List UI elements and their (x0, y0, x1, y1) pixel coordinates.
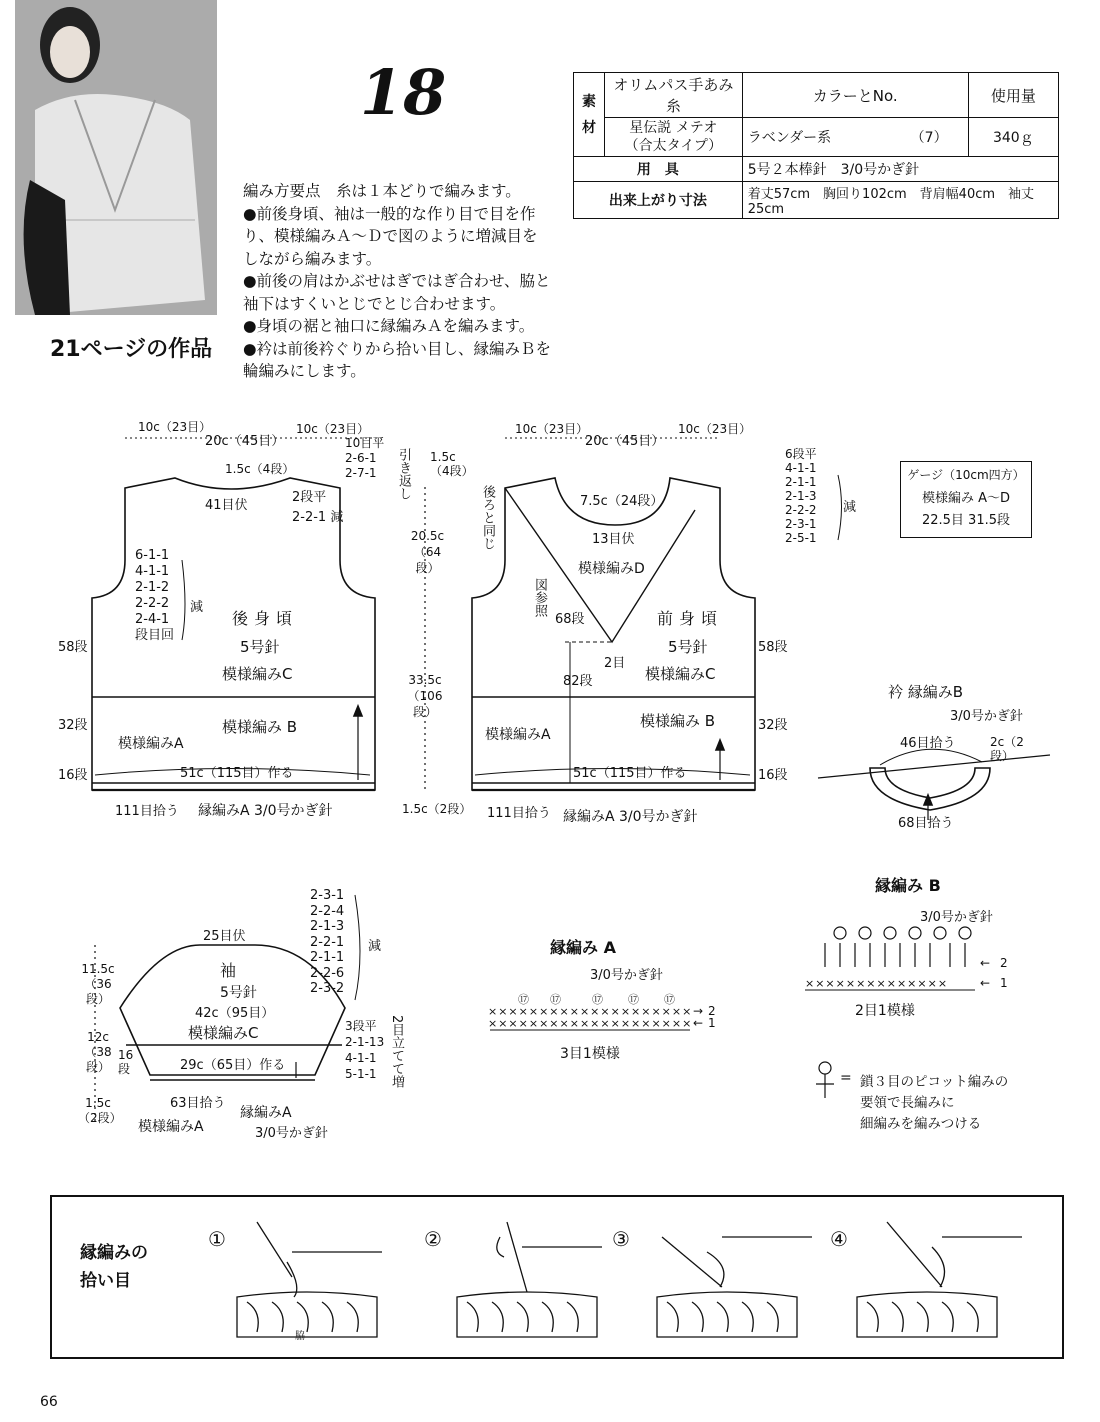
edge-a-title: 縁編み A (550, 938, 616, 957)
notes-line: ●身頃の裾と袖口に縁編みＡを編みます。 (243, 317, 535, 335)
step-4: ④ (830, 1227, 848, 1251)
yarn-name: 星伝説 メテオ （合太タイプ） (605, 118, 743, 157)
back-rows-16: 16段 (58, 768, 88, 783)
tools-label: 用 具 (574, 157, 743, 182)
front-rows-58: 58段 (758, 640, 788, 655)
sleeve-pattern-a: 模様編みA (138, 1119, 204, 1135)
back-bind-off: 41目伏 (205, 498, 248, 513)
svg-text:××××××××××××××××××××: ×××××××××××××××××××× (488, 1005, 693, 1018)
front-neck: 7.5c（24段） (580, 494, 664, 509)
gauge-value: 22.5目 31.5段 (921, 513, 1011, 528)
material-label: 素 材 (574, 73, 605, 157)
back-bodice-title: 後身頃 (232, 609, 299, 628)
front-two-stitches: 2目 (604, 656, 626, 671)
side-edge-dim: 1.5c（2段） (402, 802, 472, 816)
side-top-dim: 1.5c（4段） (430, 450, 474, 478)
front-top-left-dim: 10c（23目） (515, 422, 589, 436)
sleeve-height-3: 1.5c（2段） (78, 1096, 122, 1125)
edge-b-legend: 鎖３目のピコット編みの 要領で長編みに 細編みを編みつける (860, 1074, 1009, 1132)
step-3: ③ (612, 1227, 630, 1251)
back-top-right-dim: 10c（23目） (296, 422, 370, 436)
sleeve-width: 42c（95目） (195, 1006, 275, 1021)
pattern-number: 18 (360, 56, 447, 129)
side-armhole-dim: 20.5c（64段） (410, 529, 445, 575)
front-bodice-title: 前身頃 (657, 609, 724, 628)
back-rows-58: 58段 (58, 640, 88, 655)
edge-a-row1: 1 (708, 1016, 716, 1030)
sleeve-increase: 3段平 2-1-13 4-1-1 5-1-1 (345, 1019, 385, 1081)
sleeve-title: 袖 (220, 961, 237, 980)
yarn-header: オリムパス手あみ糸 (605, 73, 743, 118)
front-neck-decrease: 6段平 4-1-1 2-1-1 2-1-3 2-2-2 2-3-1 2-5-1 (785, 447, 817, 545)
front-top-center-dim: 20c（45目） (585, 434, 665, 449)
edge-b-title: 縁編み B (875, 876, 941, 895)
equals-sign: = (840, 1070, 852, 1086)
svg-text:⑰: ⑰ (664, 993, 675, 1006)
collar-height: 2c（2段） (990, 735, 1024, 763)
notes-line: ●前後身頃、袖は一般的な作り目で目を作 (243, 204, 536, 223)
front-pattern-c: 模様編みC (645, 665, 716, 683)
sleeve-increase-label: 2目立てて増 (389, 1015, 404, 1089)
color-header: カラーとNo. (742, 73, 968, 118)
amount-header: 使用量 (968, 73, 1058, 118)
sleeve-cast-on: 29c（65目）作る (180, 1058, 286, 1073)
pickup-instructions-box (50, 1195, 1064, 1359)
sleeve-rows-16: 16段 (118, 1048, 134, 1076)
notes-line: 輪編みにします。 (243, 362, 366, 380)
front-top-right-dim: 10c（23目） (678, 422, 752, 436)
back-top-center-dim: 20c（45目） (205, 434, 285, 449)
notes-line: ●衿は前後衿ぐりから拾い目し、縁編みＢを (243, 339, 552, 358)
gauge-box (900, 461, 1032, 538)
front-rows-68: 68段 (555, 612, 585, 627)
front-bind-off: 13目伏 (592, 532, 635, 547)
page-number: 66 (40, 1394, 58, 1410)
back-pickup: 111目拾う (115, 804, 179, 819)
back-shoulder-shaping: 10目平 2-6-1 2-7-1 (345, 436, 385, 480)
gauge-title: ゲージ（10cm四方） (907, 468, 1025, 482)
svg-text:→: → (693, 1004, 704, 1018)
color-number: （7） (891, 118, 969, 157)
sleeve-needle: 5号針 (220, 985, 257, 1001)
edge-b-row2: 2 (1000, 956, 1008, 970)
back-top-left-dim: 10c（23目） (138, 420, 212, 434)
edge-a-hook: 3/0号かぎ針 (590, 968, 663, 983)
notes-line: ●前後の肩はかぶせはぎではぎ合わせ、脇と (243, 272, 551, 290)
gauge-pattern: 模様編み A～D (921, 491, 1011, 506)
front-cast-on: 51c（115目）作る (573, 766, 687, 781)
short-row-label: 引き返し (396, 448, 411, 500)
sleeve-height-2: 12c（38段） (84, 1030, 112, 1074)
back-cast-on: 51c（115目）作る (180, 766, 294, 781)
notes-line: 編み方要点 糸は１本どりで編みます。 (243, 182, 521, 200)
page-reference-caption: 21ページの作品 (50, 337, 213, 362)
back-edging: 縁編みA 3/0号かぎ針 (198, 803, 333, 819)
collar-hook: 3/0号かぎ針 (950, 709, 1023, 724)
back-neck-decrease: 2段平 2-2-1 減 (292, 490, 344, 525)
front-rows-32: 32段 (758, 718, 788, 733)
svg-text:⑰: ⑰ (550, 993, 561, 1006)
step-2: ② (424, 1227, 442, 1251)
front-decrease-label: 減 (843, 500, 857, 515)
svg-text:××××××××××××××: ×××××××××××××× (805, 977, 949, 990)
svg-text:⑰: ⑰ (628, 993, 639, 1006)
edge-b-hook: 3/0号かぎ針 (920, 910, 993, 925)
svg-text:←: ← (693, 1016, 704, 1030)
svg-text:←: ← (980, 976, 991, 990)
amount-value: 340ｇ (968, 118, 1058, 157)
front-pattern-b: 模様編み B (640, 712, 716, 730)
size-label: 出来上がり寸法 (574, 182, 743, 219)
front-see-chart: 図参照 (532, 578, 547, 617)
notes-line: り、模様編みＡ～Ｄで図のように増減目を (243, 227, 538, 245)
back-needle: 5号針 (240, 638, 280, 656)
pickup-box-title: 縁編みの 拾い目 (80, 1243, 148, 1291)
picot-symbol-icon (808, 1060, 843, 1100)
color-name: ラベンダー系 (742, 118, 890, 157)
back-pattern-b: 模様編み B (222, 718, 298, 736)
sleeve-pickup: 63目拾う (170, 1096, 226, 1111)
front-pickup: 111目拾う (487, 806, 551, 821)
edge-b-row1: 1 (1000, 976, 1008, 990)
sleeve-cap-decrease: 2-3-1 2-2-4 2-1-3 2-2-1 2-1-1 2-2-6 2-3-2 (310, 888, 345, 996)
back-neck-depth: 1.5c（4段） (225, 462, 295, 476)
front-pattern-d: 模様編みD (578, 561, 645, 577)
edge-a-row2: 2 (708, 1004, 716, 1018)
svg-text:←: ← (980, 956, 991, 970)
collar-title: 衿 縁編みB (888, 683, 964, 701)
sleeve-hook: 3/0号かぎ針 (255, 1126, 328, 1141)
back-pattern-c: 模様編みC (222, 665, 293, 683)
edge-b-chart (800, 925, 1030, 995)
front-edging: 縁編みA 3/0号かぎ針 (563, 809, 698, 825)
svg-text:⑰: ⑰ (592, 993, 603, 1006)
sleeve-height-1: 11.5c（36段） (81, 962, 115, 1006)
back-pattern-a: 模様編みA (118, 736, 184, 752)
size-value: 着丈57cm 胸回り102cm 背肩幅40cm 袖丈25cm (742, 182, 1058, 219)
front-rows-82: 82段 (563, 674, 593, 689)
back-decrease-label: 減 (190, 600, 204, 615)
edge-b-repeat: 2目1模様 (855, 1003, 915, 1019)
front-needle: 5号針 (668, 638, 708, 656)
edge-a-chart (488, 985, 718, 1030)
front-pattern-a: 模様編みA (485, 727, 551, 743)
sleeve-bind-off: 25目伏 (203, 929, 246, 944)
front-rows-16: 16段 (758, 768, 788, 783)
sleeve-edging: 縁編みA (240, 1105, 292, 1121)
sleeve-decrease-label: 減 (368, 939, 382, 954)
front-same-as-back: 後ろと同じ (480, 485, 495, 550)
back-rows-32: 32段 (58, 718, 88, 733)
pickup-step-illustrations (232, 1217, 1042, 1347)
svg-text:××××××××××××××××××××: ×××××××××××××××××××× (488, 1017, 693, 1030)
svg-text:⑰: ⑰ (518, 993, 529, 1006)
step-1: ① (208, 1227, 226, 1251)
notes-line: しながら編みます。 (243, 249, 382, 268)
tools-value: 5号２本棒針 3/0号かぎ針 (742, 157, 1058, 182)
sleeve-pattern-c: 模様編みC (188, 1024, 259, 1042)
side-body-dim: 33.5c（106段） (407, 673, 443, 719)
collar-pickup-top: 46目拾う (900, 736, 956, 751)
edge-a-repeat: 3目1模様 (560, 1046, 620, 1062)
back-armhole-decrease: 6-1-1 4-1-1 2-1-2 2-2-2 2-4-1 段目回 (135, 548, 175, 643)
notes-line: 袖下はすくいとじでとじ合わせます。 (243, 294, 506, 313)
side-seam-label: 脇 (295, 1331, 305, 1342)
collar-pickup-bottom: 68目拾う (898, 816, 954, 831)
